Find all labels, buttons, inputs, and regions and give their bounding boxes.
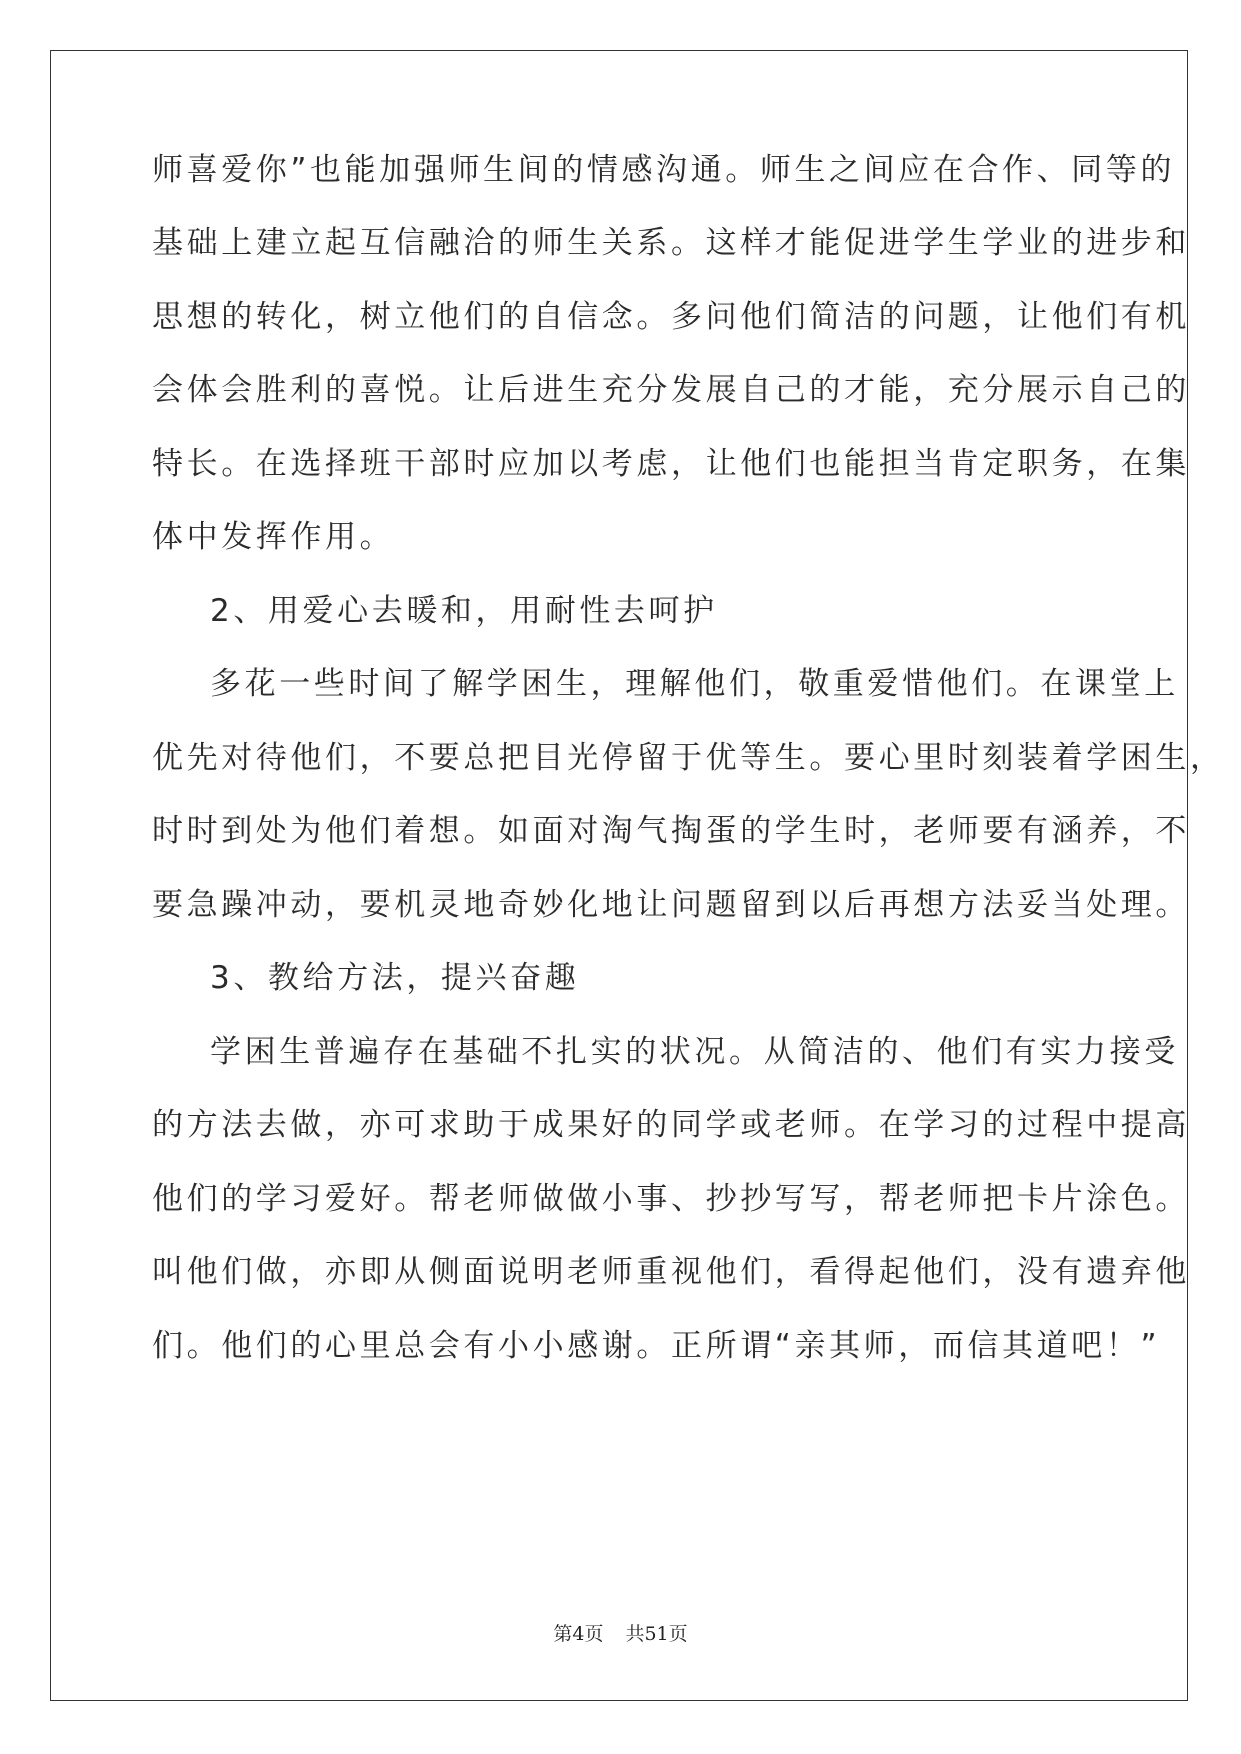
paragraph-line: 们。他们的心里总会有小小感谢。正所谓“亲其师，而信其道吧！” [152, 1328, 1161, 1364]
paragraph-line: 思想的转化，树立他们的自信念。多问他们简洁的问题，让他们有机 [152, 299, 1190, 335]
page-number: 第4页 [553, 1623, 604, 1645]
paragraph-line: 学困生普遍存在基础不扎实的状况。从简洁的、他们有实力接受 [210, 1034, 1179, 1070]
paragraph-line: 他们的学习爱好。帮老师做做小事、抄抄写写，帮老师把卡片涂色。 [152, 1181, 1190, 1217]
paragraph-line: 优先对待他们，不要总把目光停留于优等生。要心里时刻装着学困生， [152, 740, 1225, 776]
paragraph-line: 基础上建立起互信融洽的师生关系。这样才能促进学生学业的进步和 [152, 225, 1190, 261]
paragraph-line: 的方法去做，亦可求助于成果好的同学或老师。在学习的过程中提高 [152, 1107, 1190, 1143]
section-heading: 3、教给方法，提兴奋趣 [210, 960, 580, 996]
paragraph-line: 会体会胜利的喜悦。让后进生充分发展自己的才能，充分展示自己的 [152, 372, 1190, 408]
paragraph-line: 叫他们做，亦即从侧面说明老师重视他们，看得起他们，没有遗弃他 [152, 1254, 1190, 1290]
page-total: 共51页 [625, 1623, 688, 1645]
page-footer [0, 1619, 1241, 1646]
paragraph-line: 时时到处为他们着想。如面对淘气掏蛋的学生时，老师要有涵养，不 [152, 813, 1190, 849]
section-heading: 2、用爱心去暖和，用耐性去呵护 [210, 593, 718, 629]
paragraph-line: 要急躁冲动，要机灵地奇妙化地让问题留到以后再想方法妥当处理。 [152, 887, 1190, 923]
paragraph-line: 体中发挥作用。 [152, 519, 395, 555]
paragraph-line: 多花一些时间了解学困生，理解他们，敬重爱惜他们。在课堂上 [210, 666, 1179, 702]
paragraph-line: 特长。在选择班干部时应加以考虑，让他们也能担当肯定职务，在集 [152, 446, 1190, 482]
paragraph-line: 师喜爱你”也能加强师生间的情感沟通。师生之间应在合作、同等的 [152, 152, 1176, 188]
